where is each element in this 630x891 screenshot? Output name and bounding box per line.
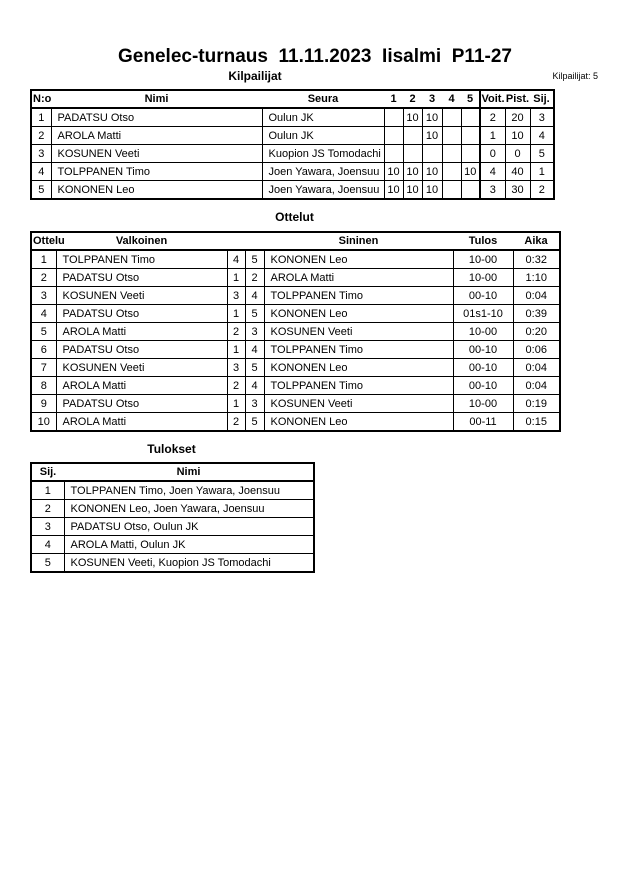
cell-pist: 30 bbox=[505, 181, 530, 200]
cell-white-name: PADATSU Otso bbox=[56, 341, 227, 359]
cell-pist: 20 bbox=[505, 108, 530, 127]
cell-voit: 2 bbox=[480, 108, 505, 127]
cell-blue-name: KOSUNEN Veeti bbox=[264, 323, 453, 341]
table-row bbox=[31, 481, 314, 500]
table-row bbox=[31, 250, 560, 269]
matches-table bbox=[30, 231, 561, 432]
cell-score-3: 10 bbox=[422, 127, 442, 145]
results-table bbox=[30, 462, 315, 573]
cell-blue-no: 3 bbox=[245, 323, 264, 341]
cell-score-3: 10 bbox=[422, 163, 442, 181]
header-nimi: Nimi bbox=[51, 90, 262, 108]
cell-score-2: 10 bbox=[403, 108, 422, 127]
cell-seura: Kuopion JS Tomodachi bbox=[262, 145, 384, 163]
cell-score-1: 10 bbox=[384, 163, 403, 181]
table-header-row bbox=[31, 90, 554, 108]
cell-nimi: TOLPPANEN Timo bbox=[51, 163, 262, 181]
table-row bbox=[31, 413, 560, 432]
table-header-row bbox=[31, 232, 560, 250]
cell-match-no: 6 bbox=[31, 341, 56, 359]
table-row bbox=[31, 395, 560, 413]
cell-voit: 0 bbox=[480, 145, 505, 163]
cell-blue-name: KOSUNEN Veeti bbox=[264, 395, 453, 413]
cell-white-name: KOSUNEN Veeti bbox=[56, 359, 227, 377]
header-no: N:o bbox=[31, 90, 51, 108]
table-row bbox=[31, 518, 314, 536]
cell-aika: 0:15 bbox=[513, 413, 560, 432]
results-section-title: Tulokset bbox=[147, 442, 196, 456]
cell-sij: 1 bbox=[31, 481, 64, 500]
header-round-2: 2 bbox=[403, 90, 422, 108]
cell-tulos: 00-10 bbox=[453, 341, 513, 359]
cell-aika: 0:06 bbox=[513, 341, 560, 359]
cell-blue-name: AROLA Matti bbox=[264, 269, 453, 287]
cell-no: 3 bbox=[31, 145, 51, 163]
cell-score-4 bbox=[442, 181, 461, 200]
cell-no: 2 bbox=[31, 127, 51, 145]
cell-white-no: 1 bbox=[227, 305, 245, 323]
cell-tulos: 00-10 bbox=[453, 377, 513, 395]
cell-score-1 bbox=[384, 145, 403, 163]
cell-no: 5 bbox=[31, 181, 51, 200]
header-ottelu: Ottelu bbox=[31, 232, 56, 250]
cell-blue-no: 4 bbox=[245, 341, 264, 359]
table-row bbox=[31, 163, 554, 181]
table-row bbox=[31, 377, 560, 395]
cell-match-no: 7 bbox=[31, 359, 56, 377]
header-white-no bbox=[227, 232, 245, 250]
cell-nimi: PADATSU Otso, Oulun JK bbox=[64, 518, 314, 536]
cell-score-5 bbox=[461, 127, 480, 145]
table-row bbox=[31, 305, 560, 323]
cell-nimi: PADATSU Otso bbox=[51, 108, 262, 127]
cell-no: 4 bbox=[31, 163, 51, 181]
cell-nimi: AROLA Matti, Oulun JK bbox=[64, 536, 314, 554]
cell-white-name: AROLA Matti bbox=[56, 413, 227, 432]
competitors-section-title: Kilpailijat bbox=[228, 69, 282, 83]
cell-score-1 bbox=[384, 108, 403, 127]
cell-nimi: KOSUNEN Veeti, Kuopion JS Tomodachi bbox=[64, 554, 314, 573]
cell-white-name: AROLA Matti bbox=[56, 323, 227, 341]
cell-white-name: PADATSU Otso bbox=[56, 269, 227, 287]
competitors-table bbox=[30, 89, 555, 200]
cell-score-2 bbox=[403, 127, 422, 145]
cell-nimi: KOSUNEN Veeti bbox=[51, 145, 262, 163]
cell-tulos: 00-10 bbox=[453, 287, 513, 305]
header-round-3: 3 bbox=[422, 90, 442, 108]
cell-score-1: 10 bbox=[384, 181, 403, 200]
cell-white-no: 1 bbox=[227, 341, 245, 359]
table-row bbox=[31, 145, 554, 163]
cell-sij: 3 bbox=[530, 108, 554, 127]
cell-tulos: 10-00 bbox=[453, 395, 513, 413]
cell-sij: 5 bbox=[530, 145, 554, 163]
cell-tulos: 01s1-10 bbox=[453, 305, 513, 323]
cell-tulos: 10-00 bbox=[453, 323, 513, 341]
table-row bbox=[31, 127, 554, 145]
cell-blue-name: KONONEN Leo bbox=[264, 413, 453, 432]
table-row bbox=[31, 536, 314, 554]
cell-blue-no: 5 bbox=[245, 413, 264, 432]
cell-white-name: TOLPPANEN Timo bbox=[56, 250, 227, 269]
cell-score-5 bbox=[461, 181, 480, 200]
table-row bbox=[31, 554, 314, 573]
header-seura: Seura bbox=[262, 90, 384, 108]
table-row bbox=[31, 500, 314, 518]
cell-voit: 1 bbox=[480, 127, 505, 145]
cell-aika: 0:04 bbox=[513, 287, 560, 305]
cell-match-no: 4 bbox=[31, 305, 56, 323]
cell-match-no: 5 bbox=[31, 323, 56, 341]
cell-score-5: 10 bbox=[461, 163, 480, 181]
cell-score-4 bbox=[442, 163, 461, 181]
cell-aika: 0:20 bbox=[513, 323, 560, 341]
tournament-title: Genelec-turnaus 11.11.2023 Iisalmi P11-27 bbox=[118, 46, 512, 67]
cell-white-no: 1 bbox=[227, 269, 245, 287]
cell-white-no: 3 bbox=[227, 287, 245, 305]
cell-white-name: AROLA Matti bbox=[56, 377, 227, 395]
cell-sij: 4 bbox=[31, 536, 64, 554]
table-row bbox=[31, 323, 560, 341]
cell-white-no: 1 bbox=[227, 395, 245, 413]
cell-blue-name: KONONEN Leo bbox=[264, 250, 453, 269]
header-valkoinen: Valkoinen bbox=[56, 232, 227, 250]
cell-white-no: 2 bbox=[227, 377, 245, 395]
cell-sij: 4 bbox=[530, 127, 554, 145]
cell-match-no: 3 bbox=[31, 287, 56, 305]
header-sininen: Sininen bbox=[264, 232, 453, 250]
cell-nimi: AROLA Matti bbox=[51, 127, 262, 145]
header-tulos: Tulos bbox=[453, 232, 513, 250]
cell-tulos: 00-11 bbox=[453, 413, 513, 432]
cell-score-4 bbox=[442, 127, 461, 145]
table-row bbox=[31, 359, 560, 377]
cell-blue-name: KONONEN Leo bbox=[264, 305, 453, 323]
cell-tulos: 10-00 bbox=[453, 269, 513, 287]
cell-score-3: 10 bbox=[422, 108, 442, 127]
header-sij: Sij. bbox=[530, 90, 554, 108]
cell-aika: 1:10 bbox=[513, 269, 560, 287]
table-row bbox=[31, 269, 560, 287]
cell-score-5 bbox=[461, 108, 480, 127]
cell-blue-name: KONONEN Leo bbox=[264, 359, 453, 377]
cell-blue-name: TOLPPANEN Timo bbox=[264, 341, 453, 359]
header-round-5: 5 bbox=[461, 90, 480, 108]
cell-score-2: 10 bbox=[403, 163, 422, 181]
cell-match-no: 9 bbox=[31, 395, 56, 413]
cell-seura: Joen Yawara, Joensuu bbox=[262, 163, 384, 181]
cell-match-no: 1 bbox=[31, 250, 56, 269]
header-nimi: Nimi bbox=[64, 463, 314, 481]
competitors-count: Kilpailijat: 5 bbox=[552, 71, 598, 81]
cell-no: 1 bbox=[31, 108, 51, 127]
header-aika: Aika bbox=[513, 232, 560, 250]
cell-aika: 0:19 bbox=[513, 395, 560, 413]
cell-blue-no: 2 bbox=[245, 269, 264, 287]
cell-score-4 bbox=[442, 145, 461, 163]
cell-sij: 1 bbox=[530, 163, 554, 181]
table-header-row bbox=[31, 463, 314, 481]
cell-pist: 40 bbox=[505, 163, 530, 181]
cell-white-no: 4 bbox=[227, 250, 245, 269]
cell-blue-no: 4 bbox=[245, 287, 264, 305]
cell-match-no: 8 bbox=[31, 377, 56, 395]
cell-score-3: 10 bbox=[422, 181, 442, 200]
header-blue-no bbox=[245, 232, 264, 250]
cell-sij: 3 bbox=[31, 518, 64, 536]
table-row bbox=[31, 108, 554, 127]
cell-score-2: 10 bbox=[403, 181, 422, 200]
cell-sij: 2 bbox=[530, 181, 554, 200]
cell-pist: 0 bbox=[505, 145, 530, 163]
cell-score-5 bbox=[461, 145, 480, 163]
cell-white-no: 3 bbox=[227, 359, 245, 377]
cell-white-name: KOSUNEN Veeti bbox=[56, 287, 227, 305]
cell-voit: 3 bbox=[480, 181, 505, 200]
table-row bbox=[31, 341, 560, 359]
cell-blue-no: 3 bbox=[245, 395, 264, 413]
cell-white-no: 2 bbox=[227, 323, 245, 341]
cell-seura: Oulun JK bbox=[262, 108, 384, 127]
cell-sij: 5 bbox=[31, 554, 64, 573]
cell-score-1 bbox=[384, 127, 403, 145]
header-sij: Sij. bbox=[31, 463, 64, 481]
cell-white-name: PADATSU Otso bbox=[56, 395, 227, 413]
cell-seura: Oulun JK bbox=[262, 127, 384, 145]
header-round-4: 4 bbox=[442, 90, 461, 108]
cell-aika: 0:39 bbox=[513, 305, 560, 323]
header-round-1: 1 bbox=[384, 90, 403, 108]
cell-blue-no: 5 bbox=[245, 305, 264, 323]
cell-pist: 10 bbox=[505, 127, 530, 145]
cell-score-3 bbox=[422, 145, 442, 163]
cell-sij: 2 bbox=[31, 500, 64, 518]
cell-white-name: PADATSU Otso bbox=[56, 305, 227, 323]
cell-nimi: KONONEN Leo, Joen Yawara, Joensuu bbox=[64, 500, 314, 518]
cell-aika: 0:04 bbox=[513, 377, 560, 395]
cell-aika: 0:04 bbox=[513, 359, 560, 377]
cell-blue-name: TOLPPANEN Timo bbox=[264, 287, 453, 305]
cell-match-no: 2 bbox=[31, 269, 56, 287]
cell-nimi: TOLPPANEN Timo, Joen Yawara, Joensuu bbox=[64, 481, 314, 500]
cell-blue-no: 5 bbox=[245, 359, 264, 377]
table-row bbox=[31, 181, 554, 200]
cell-blue-no: 4 bbox=[245, 377, 264, 395]
cell-blue-name: TOLPPANEN Timo bbox=[264, 377, 453, 395]
cell-score-4 bbox=[442, 108, 461, 127]
header-pist: Pist. bbox=[505, 90, 530, 108]
header-voit: Voit. bbox=[480, 90, 505, 108]
cell-nimi: KONONEN Leo bbox=[51, 181, 262, 200]
cell-aika: 0:32 bbox=[513, 250, 560, 269]
cell-tulos: 10-00 bbox=[453, 250, 513, 269]
cell-tulos: 00-10 bbox=[453, 359, 513, 377]
table-row bbox=[31, 287, 560, 305]
cell-voit: 4 bbox=[480, 163, 505, 181]
cell-score-2 bbox=[403, 145, 422, 163]
cell-match-no: 10 bbox=[31, 413, 56, 432]
matches-section-title: Ottelut bbox=[275, 210, 314, 224]
cell-white-no: 2 bbox=[227, 413, 245, 432]
cell-seura: Joen Yawara, Joensuu bbox=[262, 181, 384, 200]
cell-blue-no: 5 bbox=[245, 250, 264, 269]
